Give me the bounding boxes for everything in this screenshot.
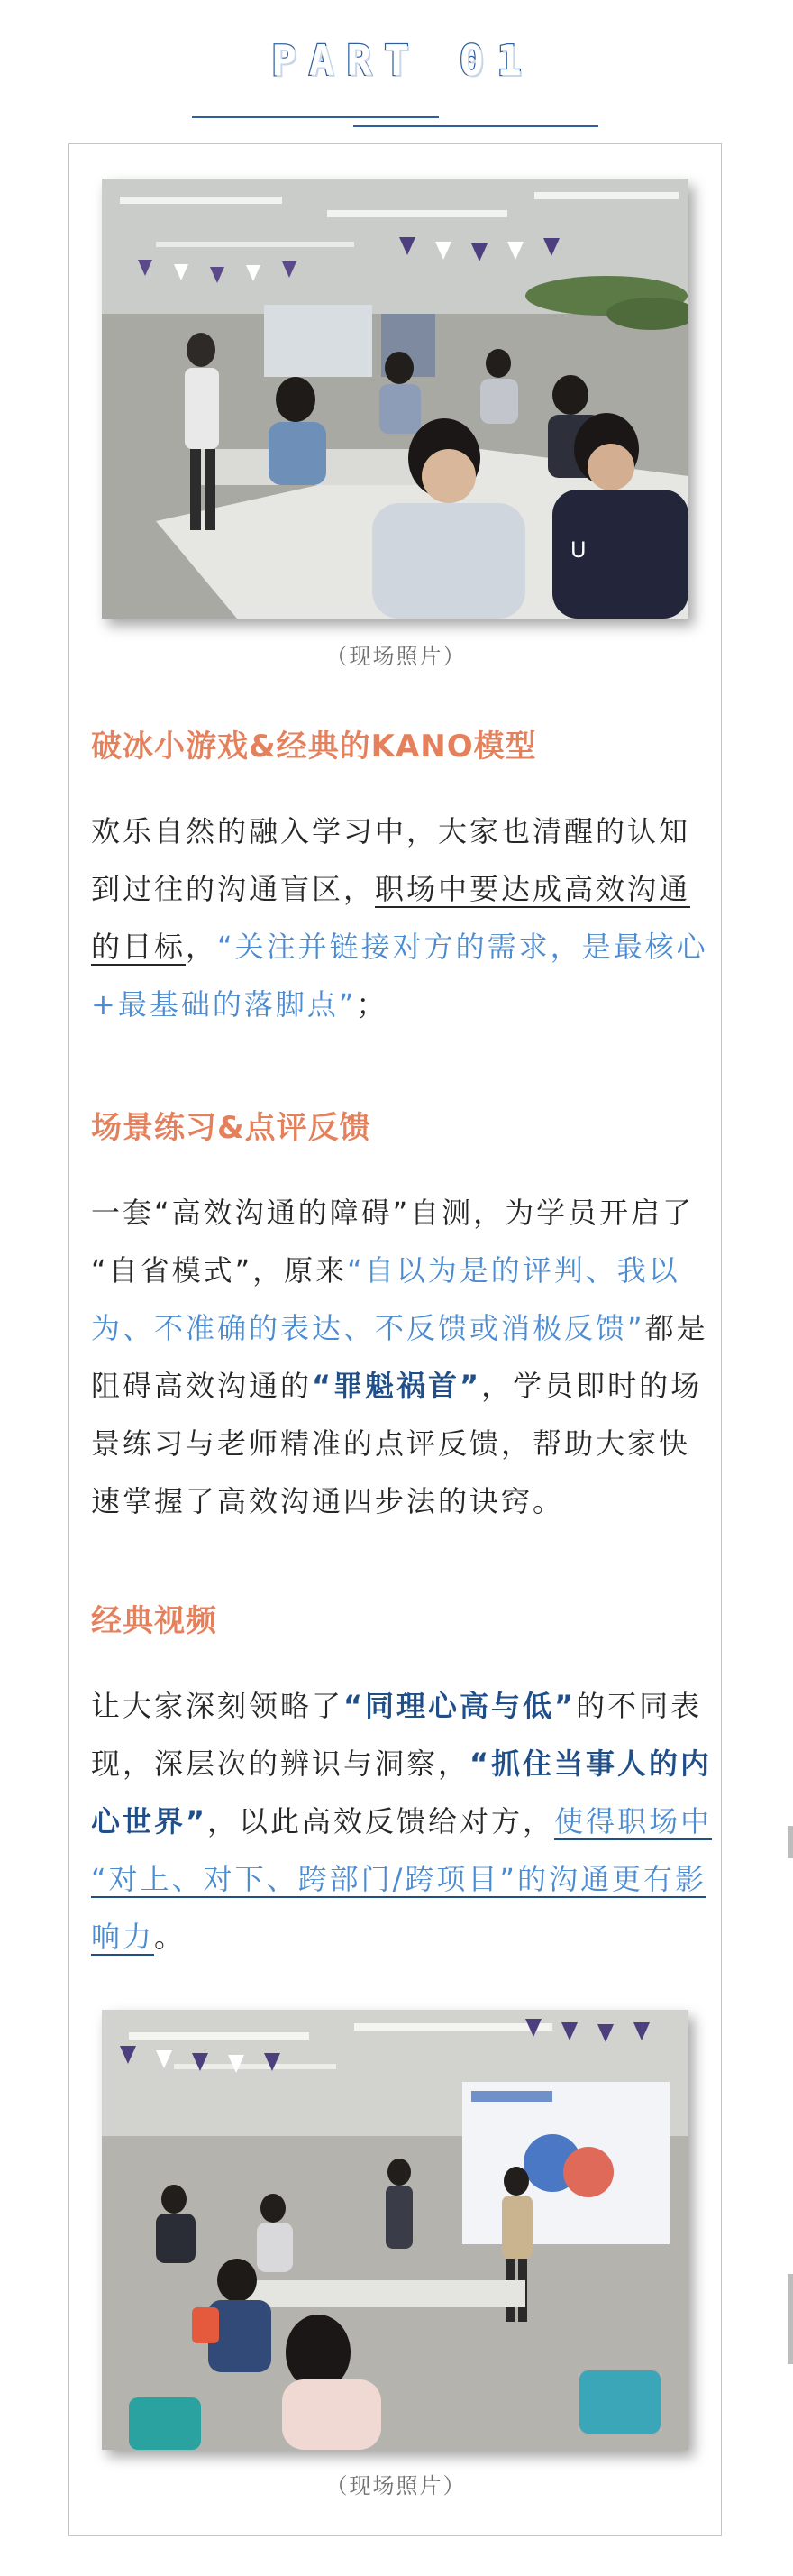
svg-text:U: U [570,537,587,563]
emphasis-quote: 心世界” [91,1804,208,1838]
section2-line4 [91,1357,713,1415]
section1-line3 [91,918,713,976]
section3-paragraph [91,1677,713,1966]
underlined-highlight: 使得职场中 [554,1804,713,1838]
text-segment: 现，深层次的辨识与洞察， [91,1746,470,1781]
text-segment: ； [356,987,388,1022]
content-card [68,143,722,2536]
text-segment: 。 [154,1920,187,1954]
section2-heading: 场景练习&点评反馈 [91,1110,371,1146]
section3-line5 [91,1908,713,1966]
section3-line3 [91,1792,713,1850]
section1-line1: 欢乐自然的融入学习中，大家也清醒的认知 [91,814,691,848]
underlined-text: 职场中要达成高效沟通 [375,872,691,906]
emphasis-quote: “罪魁祸首” [312,1369,482,1403]
section3-heading: 经典视频 [91,1603,217,1639]
text-segment: 的不同表 [576,1689,703,1723]
section2-line2 [91,1242,713,1299]
highlight-quote: 为、不准确的表达、不反馈或消极反馈” [91,1311,645,1345]
section1-paragraph [91,802,713,1033]
emphasis-quote: “抓住当事人的内 [469,1746,713,1781]
text-segment: ， [186,930,218,964]
part-header [0,36,793,85]
emphasis-quote: “同理心高与低” [343,1689,577,1723]
section2-paragraph [91,1184,713,1530]
highlight-quote: “自以为是的评判、我以 [347,1253,680,1288]
title-underline-left [192,116,439,118]
section2-line5: 景练习与老师精准的点评反馈，帮助大家快 [91,1426,691,1461]
section3-line1 [91,1677,713,1735]
underlined-text: 的目标 [91,930,187,964]
text-segment: 阻碍高效沟通的 [91,1369,313,1403]
section2-line1: 一套“高效沟通的障碍”自测，为学员开启了 [91,1196,695,1230]
text-segment: ，以此高效反馈给对方， [207,1804,555,1838]
highlight-quote: “关注并链接对方的需求，是最核心 [217,930,708,964]
section1-line2 [91,860,713,918]
text-segment: ，学员即时的场 [481,1369,703,1403]
text-segment: 都是 [644,1311,708,1345]
section1-line4 [91,976,713,1033]
part-title: PART 01 [271,36,534,85]
scroll-indicator-top[interactable] [788,1826,793,1858]
section2-line3 [91,1299,713,1357]
scroll-indicator-bottom[interactable] [788,2274,793,2364]
section2-line6: 速掌握了高效沟通四步法的诀窍。 [91,1484,565,1518]
text-segment: 让大家深刻领略了 [91,1689,344,1723]
section1-heading: 破冰小游戏&经典的KANO模型 [91,729,537,765]
underlined-highlight: 响力 [91,1920,155,1954]
section3-line4 [91,1850,713,1908]
highlight-quote: +最基础的落脚点” [91,987,357,1022]
photo-caption-2: （现场照片） [325,2473,467,2498]
text-segment: 到过往的沟通盲区， [91,872,376,906]
section3-line2 [91,1735,713,1792]
photo-caption-1: （现场照片） [325,644,467,669]
text-segment: “自省模式”，原来 [91,1253,348,1288]
title-underline-right [353,125,598,127]
underlined-highlight: “对上、对下、跨部门/跨项目”的沟通更有影 [91,1862,706,1896]
classroom-photo-1 [102,179,688,619]
classroom-photo-2 [102,2010,688,2450]
